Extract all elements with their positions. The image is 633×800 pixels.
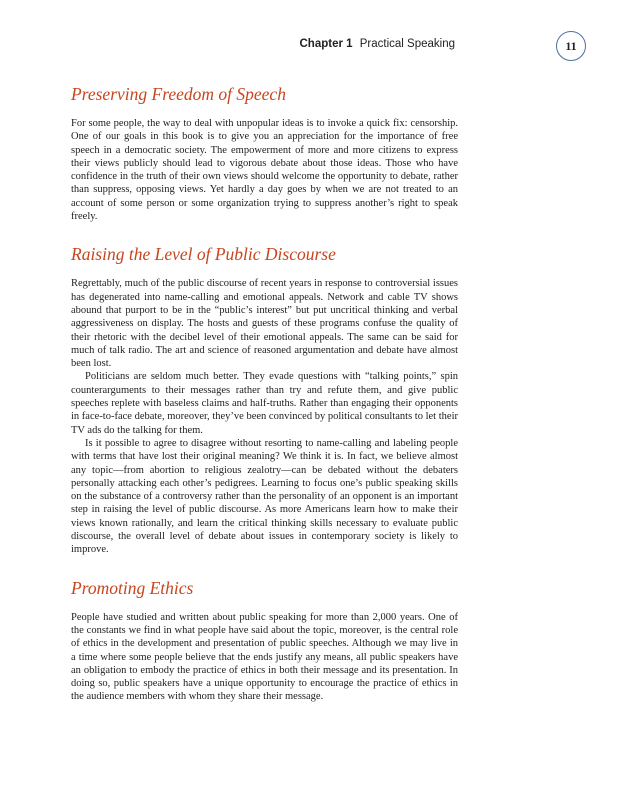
paragraph: People have studied and written about public speaking for more than 2,000 years. One of the constants we find in what people have said about the topic, moreover, is the central role of ethics in the development and presentation of public speeches. Although we may live in a time where some people believe that the ends justify any means, all public speakers have an obligation to embody the practice of ethics in both their message and its presentation. In doing so, public speakers have a unique opportunity to encourage the practice of ethics in the audience members with whom they share their message. xyxy=(71,611,458,703)
paragraph: Regrettably, much of the public discourse of recent years in response to controversial issues has degenerated into name-calling and emotional appeals. Network and cable TV shows abound that purport to be in the “public’s interest” but put uncritical thinking and verbal aggressiveness on display. The hosts and guests of these programs confuse the quality of their rhetoric with the decibel level of their emotional appeals. The same can be said for much of talk radio. The art and science of reasoned argumentation and debate have almost been lost. xyxy=(71,278,458,370)
chapter-label xyxy=(300,38,456,50)
paragraph: Politicians are seldom much better. They evade questions with “talking points,” spin counterarguments to their messages rather than try and refute them, and give public speeches replete with baseless claims and half-truths. Rather than engaging their opponents in face-to-face debate, moreover, they’ve been convinced by political consultants to let their TV ads do the talking for them. xyxy=(71,371,458,436)
section-freedom-of-speech xyxy=(71,82,458,223)
section-heading: Preserving Freedom of Speech xyxy=(71,84,286,104)
paragraph: Is it possible to agree to disagree without resorting to name-calling and labeling people with terms that have lost their original meaning? We think it is. In fact, we believe almost any topic—from abortion to religious zealotry—can be debated without the debaters personally attacking each other’s pedigrees. Learning to focus one’s public speaking skills on the substance of a controversy rather than the personality of an opponent is an important step in raising the level of public discourse. As more Americans learn how to make their views known rationally, and learn the critical thinking skills necessary to evaluate public discourse, the overall level of debate about issues in contemporary society is likely to improve. xyxy=(71,437,458,556)
chapter-number: Chapter 1 xyxy=(299,38,353,50)
section-public-discourse xyxy=(71,242,458,556)
page-number-badge: 11 xyxy=(556,31,586,61)
running-head xyxy=(0,38,633,54)
section-promoting-ethics xyxy=(71,576,458,704)
section-heading: Raising the Level of Public Discourse xyxy=(71,244,336,265)
chapter-title: Practical Speaking xyxy=(359,38,455,50)
page-body xyxy=(71,82,458,723)
section-heading: Promoting Ethics xyxy=(71,577,194,598)
paragraph: For some people, the way to deal with unpopular ideas is to invoke a quick fix: censorship. One of our goals in this book is to give you an appreciation for the importance of free speech in a democratic society. The empowerment of more and more citizens to express their views publicly should lead to vigorous debate about those ideas. Those who have confidence in the truth of their own views should welcome the opportunity to debate, rather than suppress, opposing views. Yet hardly a day goes by when we are not treated to an account of some person or some organization trying to suppress another’s right to speak freely. xyxy=(71,118,458,223)
